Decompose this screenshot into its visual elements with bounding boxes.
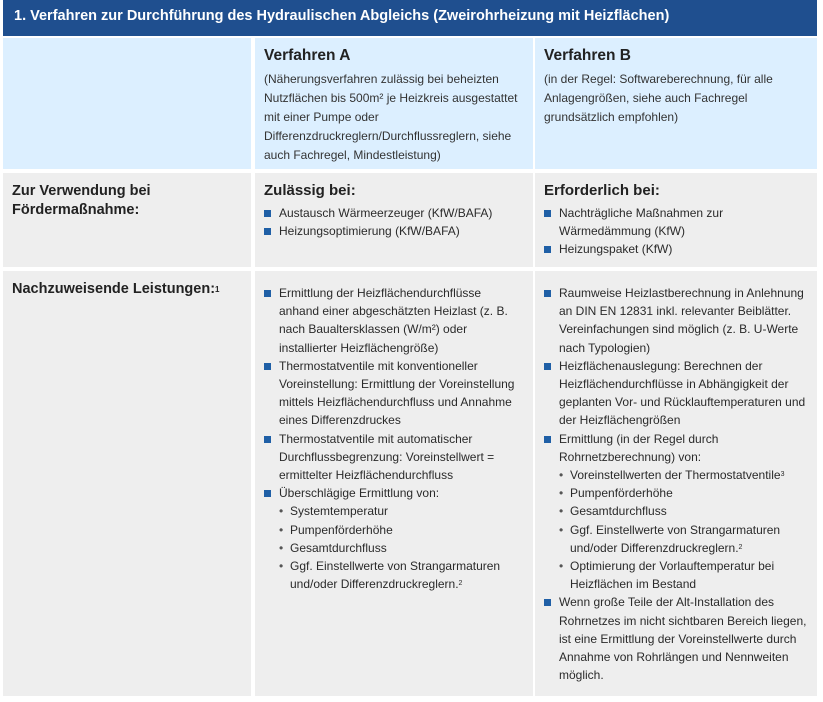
square-bullet-icon (264, 290, 271, 297)
header-label-cell (3, 38, 251, 169)
erforderlich-heading: Erforderlich bei: (544, 182, 660, 199)
square-bullet-icon (544, 363, 551, 370)
square-bullet-icon (264, 363, 271, 370)
list-item: Wenn große Teile der Alt-Installation des Rohrnetzes im nicht sichtbaren Bereich liegen, ist eine Ermittlung der Voreinstellwerte durch Annahme von Rohrlängen und Nennweiten möglich. (544, 593, 810, 684)
list-item: Überschlägige Ermittlung von: • Systemtemperatur • Pumpenförderhöhe • Gesamtdurchfluss • Ggf. Einstellwerte von Strangarmaturen und/oder Differenzdruckreglern.$^2$ (264, 484, 520, 593)
leistungen-label: Nachzuweisende Leistungen:$^1$ (12, 281, 220, 297)
square-bullet-icon (264, 210, 271, 217)
sub-list-item: • Voreinstellwerten der Thermostatventile$^3$ (559, 468, 785, 483)
list-item: Nachträgliche Maßnahmen zur Wärmedämmung (KfW) (544, 204, 794, 240)
sub-list-item: • Ggf. Einstellwerte von Strangarmaturen und/oder Differenzdruckreglern.$^2$ (279, 559, 501, 592)
square-bullet-icon (544, 599, 551, 606)
table-title: 1. Verfahren zur Durchführung des Hydraulischen Abgleichs (Zweirohrheizung mit Heizflächen) (3, 0, 817, 36)
header-verfahren-a (255, 38, 533, 169)
sub-list-item: • Gesamtdurchfluss (279, 540, 387, 555)
footnote-marker: 2 (738, 543, 743, 551)
footnote-marker: 3 (780, 471, 785, 479)
sub-list-item: • Optimierung der Vorlauftemperatur bei Heizflächen im Bestand (559, 559, 775, 592)
foerdermassnahme-label: Zur Verwendung bei Fördermaßnahme: (12, 183, 151, 218)
square-bullet-icon (544, 290, 551, 297)
list-item: Ermittlung (in der Regel durch Rohrnetzberechnung) von: • Voreinstellwerten der Thermostatventile$^3$ • Pumpenförderhöhe • Gesamtdurchfluss • Ggf. Einstellwerte von Strangarmaturen und/oder Differenzdruckreglern.$^2$ • Optimierung der Vorlauftemperatur bei Heizflächen im Bestand (544, 430, 810, 594)
sub-list-item: • Pumpenförderhöhe (559, 486, 673, 501)
list-item: Heizungsoptimierung (KfW/BAFA) (264, 222, 526, 240)
verfahren-b-heading: Verfahren B (544, 47, 632, 64)
sub-list (559, 466, 810, 593)
list-item: Heizflächenauslegung: Berechnen der Heizflächendurchflüsse in Abhängigkeit der geplanten Vor- und Rücklauftemperaturen und der Heizflächengrößen (544, 357, 810, 430)
leistungen-b-list (544, 284, 810, 684)
square-bullet-icon (544, 436, 551, 443)
row-foerdermassnahme-b (535, 173, 817, 267)
sub-list-item: • Gesamtdurchfluss (559, 504, 667, 519)
square-bullet-icon (544, 246, 551, 253)
list-item: Heizungspaket (KfW) (544, 240, 794, 258)
verfahren-a-heading: Verfahren A (264, 47, 351, 64)
zulaessig-list (264, 204, 526, 240)
square-bullet-icon (544, 210, 551, 217)
list-item: Austausch Wärmeerzeuger (KfW/BAFA) (264, 204, 526, 222)
row-foerdermassnahme-label (3, 173, 251, 267)
square-bullet-icon (264, 490, 271, 497)
row-leistungen-b (535, 271, 817, 696)
list-item: Ermittlung der Heizflächendurchflüsse anhand einer abgeschätzten Heizlast (z. B. nach Baualtersklassen (W/m²) oder installierter Heizflächengröße) (264, 284, 520, 357)
zulaessig-heading: Zulässig bei: (264, 182, 356, 199)
verfahren-b-description: (in der Regel: Softwareberechnung, für alle Anlagengrößen, siehe auch Fachregel grundsätzlich empfohlen) (544, 72, 773, 124)
sub-list-item: • Ggf. Einstellwerte von Strangarmaturen und/oder Differenzdruckreglern.$^2$ (559, 522, 781, 555)
list-item: Raumweise Heizlastberechnung in Anlehnung an DIN EN 12831 inkl. relevanter Beiblätter. Vereinfachungen sind möglich (z. B. U-Werte nach Typologien) (544, 284, 810, 357)
square-bullet-icon (264, 436, 271, 443)
verfahren-a-description: (Näherungsverfahren zulässig bei beheizten Nutzflächen bis 500m² je Heizkreis ausgestattet mit einer Pumpe oder Differenzdruckreglern/Durchflussreglern, siehe auch Fachregel, Mindestleistung) (264, 72, 518, 162)
square-bullet-icon (264, 228, 271, 235)
footnote-marker: 2 (458, 580, 463, 588)
sub-list (279, 502, 520, 593)
list-item: Thermostatventile mit konventioneller Voreinstellung: Ermittlung der Voreinstellung mittels Heizflächendurchfluss und Annahme eines Differenzdruckes (264, 357, 520, 430)
sub-list-item: • Pumpenförderhöhe (279, 522, 393, 537)
sub-list-item: • Systemtemperatur (279, 504, 389, 519)
list-item: Thermostatventile mit automatischer Durchflussbegrenzung: Voreinstellwert = ermittelter Heizflächendurchfluss (264, 430, 520, 485)
row-leistungen-a (255, 271, 533, 696)
row-leistungen-label (3, 271, 251, 696)
leistungen-a-list (264, 284, 520, 593)
erforderlich-list (544, 204, 794, 259)
footnote-marker: 1 (215, 285, 220, 294)
header-verfahren-b (535, 38, 817, 169)
row-foerdermassnahme-a (255, 173, 533, 267)
